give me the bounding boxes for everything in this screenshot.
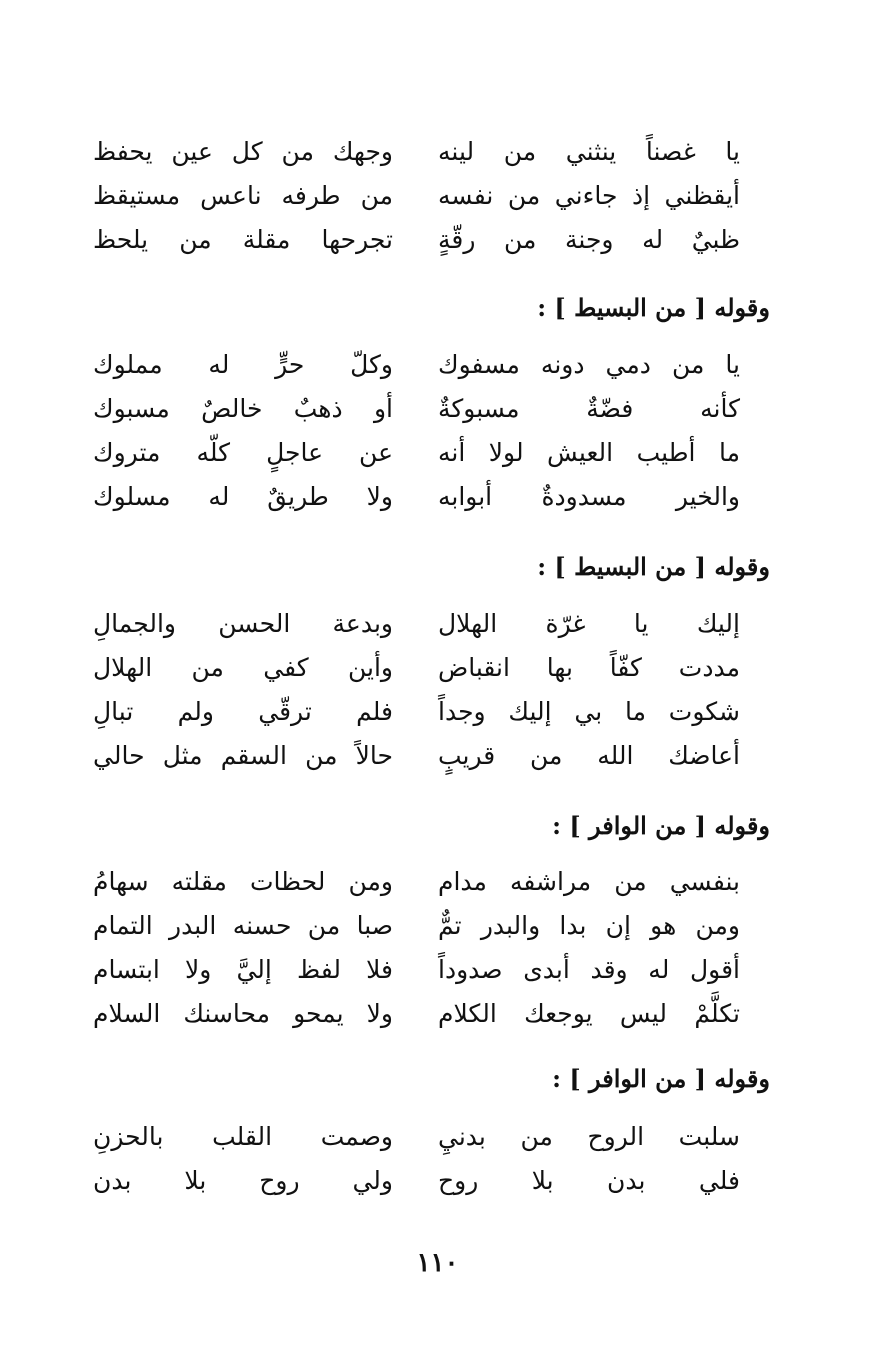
verse-line [0, 1159, 875, 1203]
poem-section [0, 343, 875, 519]
hemistich-first: فلي بدن بلا روح [438, 1166, 740, 1195]
hemistich-first: سلبت الروح من بدنيِ [438, 1122, 740, 1151]
verse-line [0, 218, 875, 262]
hemistich-first: أيقظني إذ جاءني من نفسه [438, 181, 740, 210]
verse-line [0, 343, 875, 387]
hemistich-second: صبا من حسنه البدر التمام [93, 911, 393, 940]
verse-line [0, 690, 875, 734]
poem-section [0, 602, 875, 778]
hemistich-second: تجرحها مقلة من يلحظ [93, 225, 393, 254]
hemistich-second: فلا لفظ إليَّ ولا ابتسام [93, 955, 393, 984]
hemistich-second: وكلّ حرٍّ له مملوك [93, 350, 393, 379]
verse-line [0, 475, 875, 519]
hemistich-second: وبدعة الحسن والجمالِ [93, 609, 393, 638]
hemistich-first: كأنه فضّةٌ مسبوكةٌ [438, 394, 740, 423]
verse-line [0, 860, 875, 904]
section-intro: وقوله [ من الوافر ] : [552, 1064, 770, 1093]
hemistich-second: فلم ترقّي ولم تبالِ [93, 697, 393, 726]
hemistich-second: وأين كفي من الهلال [93, 653, 393, 682]
verse-line [0, 904, 875, 948]
hemistich-first: ما أطيب العيش لولا أنه [438, 438, 740, 467]
hemistich-first: يا غصناً ينثني من لينه [438, 137, 740, 166]
hemistich-second: عن عاجلٍ كلّه متروك [93, 438, 393, 467]
hemistich-first: بنفسي من مراشفه مدام [438, 867, 740, 896]
poem-section [0, 130, 875, 262]
hemistich-second: ومن لحظات مقلته سهامُ [93, 867, 393, 896]
verse-line [0, 646, 875, 690]
hemistich-second: ولا طريقٌ له مسلوك [93, 482, 393, 511]
verse-line [0, 602, 875, 646]
section-intro: وقوله [ من البسيط ] : [537, 552, 770, 581]
verse-line [0, 948, 875, 992]
hemistich-second: وجهك من كل عين يحفظ [93, 137, 393, 166]
hemistich-second: أو ذهبٌ خالصٌ مسبوك [93, 394, 393, 423]
section-intro: وقوله [ من الوافر ] : [552, 811, 770, 840]
page-number: ١١٠ [416, 1248, 459, 1278]
verse-line [0, 992, 875, 1036]
hemistich-first: مددت كفّاً بها انقباض [438, 653, 740, 682]
verse-line [0, 734, 875, 778]
hemistich-first: يا من دمي دونه مسفوك [438, 350, 740, 379]
hemistich-first: والخير مسدودةٌ أبوابه [438, 482, 740, 511]
verse-line [0, 387, 875, 431]
section-intro: وقوله [ من البسيط ] : [537, 293, 770, 322]
hemistich-first: تكلَّمْ ليس يوجعك الكلام [438, 999, 740, 1028]
hemistich-second: من طرفه ناعس مستيقظ [93, 181, 393, 210]
verse-line [0, 431, 875, 475]
poem-section [0, 1115, 875, 1203]
poem-section [0, 860, 875, 1036]
hemistich-first: ومن هو إن بدا والبدر تمٌّ [438, 911, 740, 940]
hemistich-first: أعاضك الله من قريبٍ [438, 741, 740, 770]
verse-line [0, 174, 875, 218]
hemistich-first: أقول له وقد أبدى صدوداً [438, 955, 740, 984]
hemistich-second: وصمت القلب بالحزنِ [93, 1122, 393, 1151]
hemistich-second: ولا يمحو محاسنك السلام [93, 999, 393, 1028]
verse-line [0, 130, 875, 174]
hemistich-first: شكوت ما بي إليك وجداً [438, 697, 740, 726]
hemistich-second: حالاً من السقم مثل حالي [93, 741, 393, 770]
hemistich-second: ولي روح بلا بدن [93, 1166, 393, 1195]
hemistich-first: ظبيٌ له وجنة من رقّةٍ [438, 225, 740, 254]
hemistich-first: إليك يا غرّة الهلال [438, 609, 740, 638]
verse-line [0, 1115, 875, 1159]
